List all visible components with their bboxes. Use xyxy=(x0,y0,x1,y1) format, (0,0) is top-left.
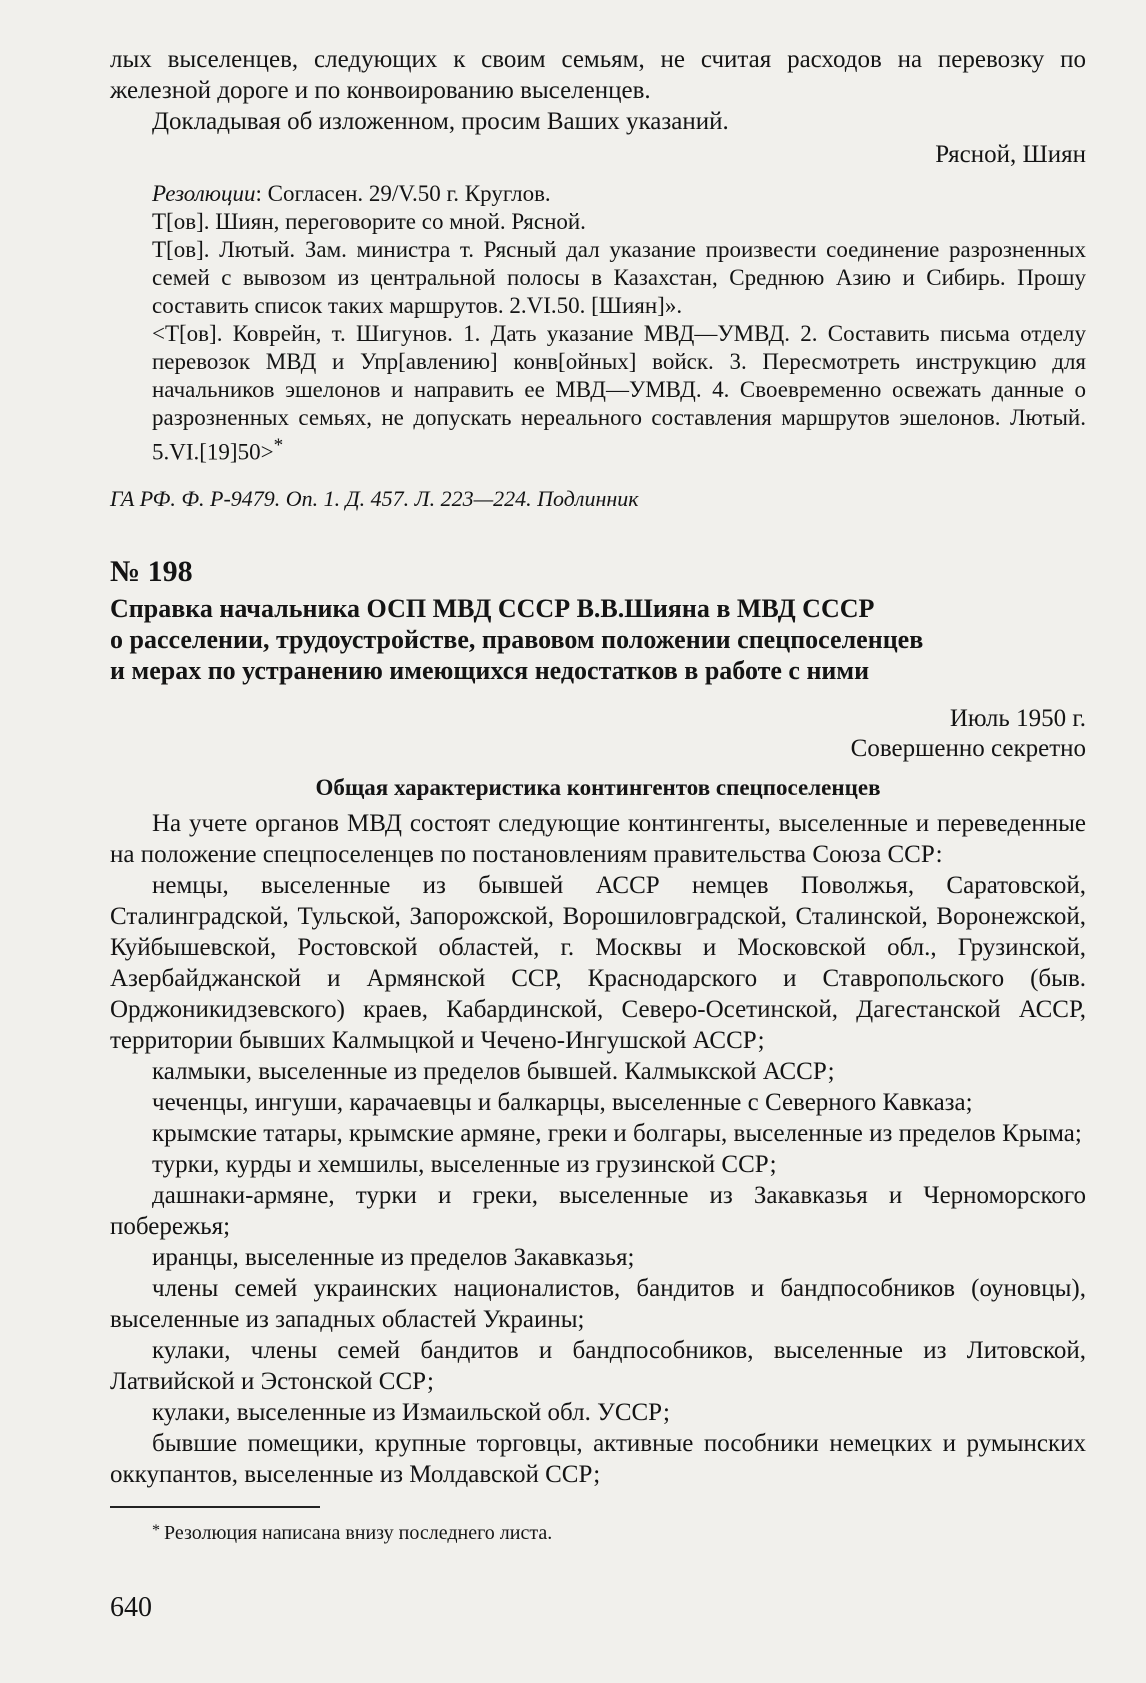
top-paragraph-request: Докладывая об изложенном, просим Ваших указаний. xyxy=(152,108,729,135)
list-item: дашнаки-армяне, турки и греки, выселенные из Закавказья и Черноморского побережья; xyxy=(110,1181,1086,1240)
signature: Рясной, Шиян xyxy=(935,141,1086,168)
page-number: 640 xyxy=(110,1592,152,1623)
section-heading: Общая характеристика контингентов спецпоселенцев xyxy=(315,774,881,800)
classification-stamp: Совершенно секретно xyxy=(850,734,1086,762)
list-item: кулаки, члены семей бандитов и бандпособников, выселенные из Литовской, Латвийской и Эстонской ССР; xyxy=(110,1336,1086,1395)
list-item: крымские татары, крымские армяне, греки и болгары, выселенные из пределов Крыма; xyxy=(152,1119,1082,1147)
list-item: бывшие помещики, крупные торговцы, активные пособники немецких и румынских оккупантов, выселенные из Молдавской ССР; xyxy=(110,1429,1086,1488)
resolution-footnote-mark: * xyxy=(273,435,284,456)
document-title-line: и мерах по устранению имеющихся недостатков в работе с ними xyxy=(110,655,870,685)
resolution-first-text: : Согласен. 29/V.50 г. Круглов. xyxy=(255,181,551,206)
document-title-line: о расселении, трудоустройстве, правовом положении спецпоселенцев xyxy=(110,624,924,654)
document-title xyxy=(110,593,1086,686)
document-number: № 198 xyxy=(110,554,193,588)
resolution-fourth-text: <Т[ов]. Коврейн, т. Шигунов. 1. Дать указание МВД—УМВД. 2. Составить письма отделу перевозок МВД и Упр[авлению] конв[ойных] войск. 3. Пересмотреть инструкцию для начальников эшелонов и направить ее МВД—УМВД. 4. Своевременно освежать данные о разрозненных семьях, не допускать нереального составления маршрутов эшелонов. Лютый. 5.VI.[19]50> xyxy=(152,321,1086,465)
footnote-text: Резолюция написана внизу последнего листа. xyxy=(164,1521,553,1544)
archive-reference: ГА РФ. Ф. Р-9479. Оп. 1. Д. 457. Л. 223—224. Подлинник xyxy=(110,485,639,511)
list-item: чеченцы, ингуши, карачаевцы и балкарцы, выселенные с Северного Кавказа; xyxy=(152,1088,973,1116)
contingents-list xyxy=(110,870,1086,1490)
list-item: калмыки, выселенные из пределов бывшей. Калмыкской АССР; xyxy=(152,1057,835,1085)
footnote-divider xyxy=(110,1506,320,1508)
list-item: кулаки, выселенные из Измаильской обл. УССР; xyxy=(152,1398,670,1426)
footnote-mark: * xyxy=(152,1521,160,1539)
resolution-fourth xyxy=(152,320,1086,467)
document-title-line: Справка начальника ОСП МВД СССР В.В.Шияна в МВД СССР xyxy=(110,593,875,623)
document-date: Июль 1950 г. xyxy=(949,704,1086,732)
resolution-first xyxy=(152,180,1086,208)
resolutions-block xyxy=(152,180,1086,467)
resolutions-label: Резолюции xyxy=(152,181,256,206)
list-item: турки, курды и хемшилы, выселенные из грузинской ССР; xyxy=(152,1150,777,1178)
top-paragraph-continuation: лых выселенцев, следующих к своим семьям, не считая расходов на перевозку по железной дороге и по конвоированию выселенцев. xyxy=(110,46,1086,104)
intro-paragraph: На учете органов МВД состоят следующие контингенты, выселенные и переведенные на положение спецпоселенцев по постановлениям правительства Союза ССР: xyxy=(110,809,1086,868)
resolution-third: Т[ов]. Лютый. Зам. министра т. Рясный дал указание произвести соединение разрозненных семей с вывозом из центральной полосы в Казахстан, Среднюю Азию и Сибирь. Прошу составить список таких маршрутов. 2.VI.50. [Шиян]». xyxy=(152,237,1086,318)
resolution-second: Т[ов]. Шиян, переговорите со мной. Рясной. xyxy=(152,209,586,234)
footnote xyxy=(110,1518,1086,1546)
list-item: члены семей украинских националистов, бандитов и бандпособников (оуновцы), выселенные из западных областей Украины; xyxy=(110,1274,1086,1333)
list-item: немцы, выселенные из бывшей АССР немцев Поволжья, Саратовской, Сталинградской, Тульской, Запорожской, Ворошиловградской, Сталинской, Воронежской, Куйбышевской, Ростовской областей, г. Москвы и Московской обл., Грузинской, Азербайджанской и Армянской ССР, Краснодарского и Ставропольского (быв. Орджоникидзевского) краев, Кабардинской, Северо-Осетинской, Дагестанской АССР, территории бывших Калмыцкой и Чечено-Ингушской АССР; xyxy=(110,871,1086,1054)
list-item: иранцы, выселенные из пределов Закавказья; xyxy=(152,1243,635,1271)
